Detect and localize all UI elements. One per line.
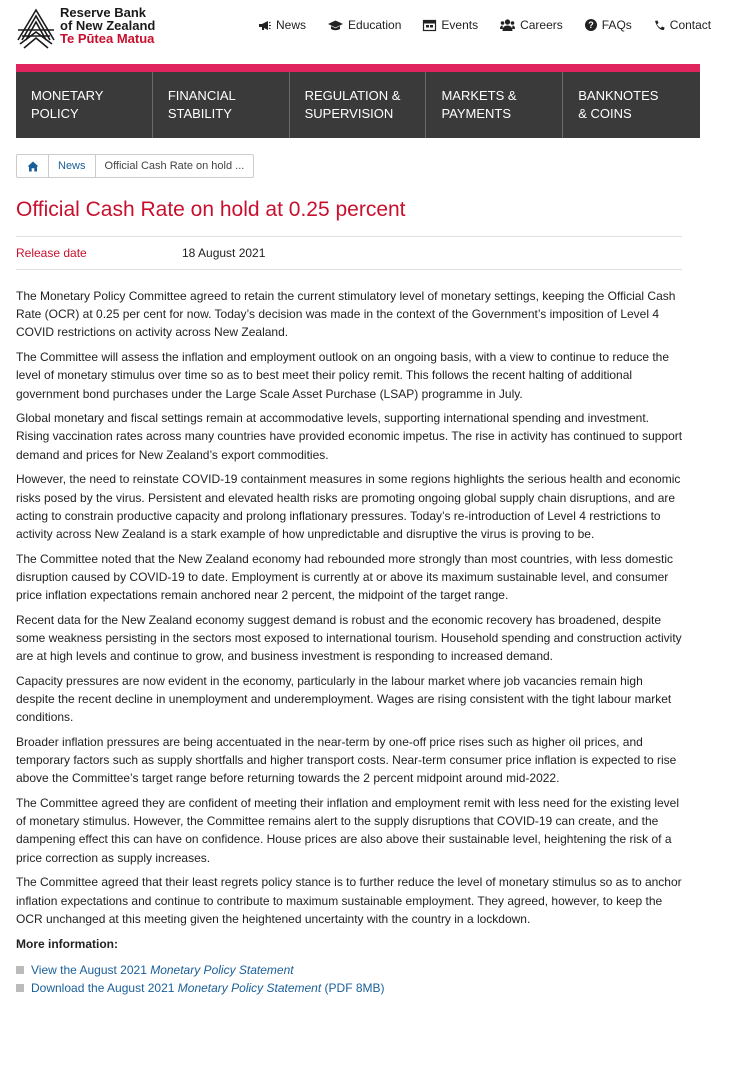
article-paragraph: The Committee noted that the New Zealand economy had rebounded more strongly than most countries, with less domestic disruption caused by COVID-19 to date. Employment is currently at or above its maximum sustainable level, and consumer price inflation expectations remain anchored near 2 percent, the midpoint of the target range.: [16, 551, 674, 603]
accent-bar: [16, 64, 700, 72]
more-information-heading: More information:: [16, 936, 118, 951]
list-item: [16, 961, 684, 979]
mainnav-label-line: MONETARY: [31, 88, 104, 103]
view-mps-link[interactable]: [31, 961, 294, 979]
release-date-value: 18 August 2021: [182, 246, 266, 260]
logo-line-3: Te Pūtea Matua: [60, 31, 155, 46]
article-paragraph: The Committee agreed they are confident of meeting their inflation and employment remit with less need for the existing level of monetary stimulus. However, the Committee remains alert to the supply disruptions that COVID-19 can create, and the dampening effect this can have on confidence. House prices are also above their sustainable level, heightening the risk of a price correction as supply increases.: [16, 796, 680, 865]
bullet-square-icon: [16, 984, 24, 992]
article-paragraph: The Monetary Policy Committee agreed to retain the current stimulatory level of monetary settings, keeping the Official Cash Rate (OCR) at 0.25 per cent for now. Today’s decision was made in the context of the Government’s imposition of Level 4 COVID restrictions on activity across New Zealand.: [16, 289, 676, 340]
mainnav-financial-stability[interactable]: [153, 72, 290, 138]
site-logo[interactable]: [16, 6, 155, 50]
mainnav-label-line: PAYMENTS: [441, 106, 512, 121]
breadcrumb-current: Official Cash Rate on hold ...: [104, 160, 245, 172]
article-paragraph: The Committee agreed that their least regrets policy stance is to further reduce the level of monetary stimulus so as to anchor inflation expectations and continue to contribute to maximum sustainable employment. They agreed, however, to keep the OCR unchanged at this meeting given the heightened uncertainty with the country in a lockdown.: [16, 875, 682, 926]
bullet-square-icon: [16, 966, 24, 974]
mainnav-label-line: REGULATION &: [304, 88, 401, 103]
main-navigation: [16, 72, 700, 138]
logo-line-1: Reserve Bank: [60, 5, 146, 20]
article-paragraph: The Committee will assess the inflation and employment outlook on an ongoing basis, with a view to continue to reduce the level of monetary stimulus over time so as to best meet their policy remit. This follows the recent halting of additional government bond purchases under the Large Scale Asset Purchase (LSAP) programme in July.: [16, 350, 670, 401]
graduation-cap-icon: [328, 20, 343, 31]
download-mps-link[interactable]: [31, 979, 385, 997]
mainnav-banknotes-coins[interactable]: [563, 72, 700, 138]
article-paragraph: Capacity pressures are now evident in the economy, particularly in the labour market where job vacancies remain high despite the recent decline in unemployment and underemployment. Wages are rising consistent with the tight labour market conditions.: [16, 673, 672, 725]
page-title: Official Cash Rate on hold at 0.25 percent: [16, 198, 406, 221]
topnav-faqs-label: FAQs: [601, 18, 632, 32]
link-text: Download the August 2021: [31, 980, 178, 995]
breadcrumb: [16, 154, 254, 178]
topnav-contact-label: Contact: [669, 18, 712, 32]
topnav-news[interactable]: [258, 18, 306, 32]
mainnav-label-line: BANKNOTES: [578, 88, 659, 103]
article-paragraph: Global monetary and fiscal settings remain at accommodative levels, supporting international spending and investment. Rising vaccination rates across many countries have provided economic impetus. The rise in activity has continued to support demand and prices for New Zealand’s export commodities.: [16, 411, 683, 462]
mainnav-label-line: STABILITY: [167, 106, 232, 121]
mainnav-regulation-supervision[interactable]: [290, 72, 427, 138]
breadcrumb-home[interactable]: [17, 155, 49, 177]
link-text-suffix: (PDF 8MB): [321, 980, 385, 995]
home-icon: [27, 161, 39, 172]
logo-line-2: of New Zealand: [60, 18, 156, 33]
list-item: [16, 979, 684, 997]
link-text: View the August 2021: [31, 962, 151, 977]
article-body: [16, 287, 684, 997]
more-information-links: [16, 961, 684, 997]
site-header: [0, 0, 712, 62]
topnav-contact[interactable]: [654, 18, 711, 32]
topnav-events-label: Events: [441, 18, 479, 32]
people-icon: [500, 19, 515, 31]
phone-icon: [654, 20, 665, 31]
release-date-label: Release date: [16, 246, 87, 260]
svg-text:?: ?: [588, 20, 594, 31]
topnav-news-label: News: [276, 18, 307, 32]
mainnav-markets-payments[interactable]: [426, 72, 563, 138]
mainnav-label-line: POLICY: [31, 106, 79, 121]
mainnav-label-line: SUPERVISION: [304, 106, 394, 121]
topnav-careers-label: Careers: [520, 18, 563, 32]
topnav-education-label: Education: [348, 18, 402, 32]
mainnav-monetary-policy[interactable]: [16, 72, 153, 138]
calendar-icon: [423, 19, 436, 31]
mainnav-label-line: FINANCIAL: [167, 88, 236, 103]
topnav-education[interactable]: [328, 18, 401, 32]
breadcrumb-news[interactable]: News: [49, 155, 96, 177]
topnav-events[interactable]: [423, 18, 478, 32]
article-paragraph: Broader inflation pressures are being accentuated in the near-term by one-off price rises such as higher oil prices, and temporary factors such as supply shortfalls and higher transport costs. Near-term consumer price inflation is expected to rise above the Committee’s target range before returning towards the 2 percent midpoint around mid-2022.: [16, 734, 677, 786]
top-navigation: [258, 18, 733, 32]
topnav-careers[interactable]: [500, 18, 563, 32]
logo-text: [60, 6, 155, 45]
megaphone-icon: [258, 20, 271, 31]
mainnav-label-line: & COINS: [578, 106, 632, 121]
article-paragraph: Recent data for the New Zealand economy suggest demand is robust and the economic recovery has broadened, despite some weakness persisting in the sectors most exposed to international tourism. Household spending and construction activity are at high levels and continue to grow, and business investment is responding to increased demand.: [16, 612, 682, 664]
mainnav-label-line: MARKETS &: [441, 88, 517, 103]
link-text-italic: Monetary Policy Statement: [150, 962, 294, 977]
topnav-faqs[interactable]: [585, 18, 632, 32]
question-circle-icon: [585, 19, 597, 31]
link-text-italic: Monetary Policy Statement: [177, 980, 322, 995]
release-date-row: [16, 236, 682, 270]
article-paragraph: However, the need to reinstate COVID-19 containment measures in some regions highlights the serious health and economic risks posed by the virus. Persistent and elevated health risks are promoting ongoing global supply chain disruptions, and are acting to constrain productive capacity and prolong inflationary pressures. Today’s re-introduction of Level 4 restrictions to activity across New Zealand is a stark example of how unpredictable and disruptive the virus is proving to be.: [16, 472, 681, 541]
rbnz-logo-icon: [16, 6, 56, 50]
